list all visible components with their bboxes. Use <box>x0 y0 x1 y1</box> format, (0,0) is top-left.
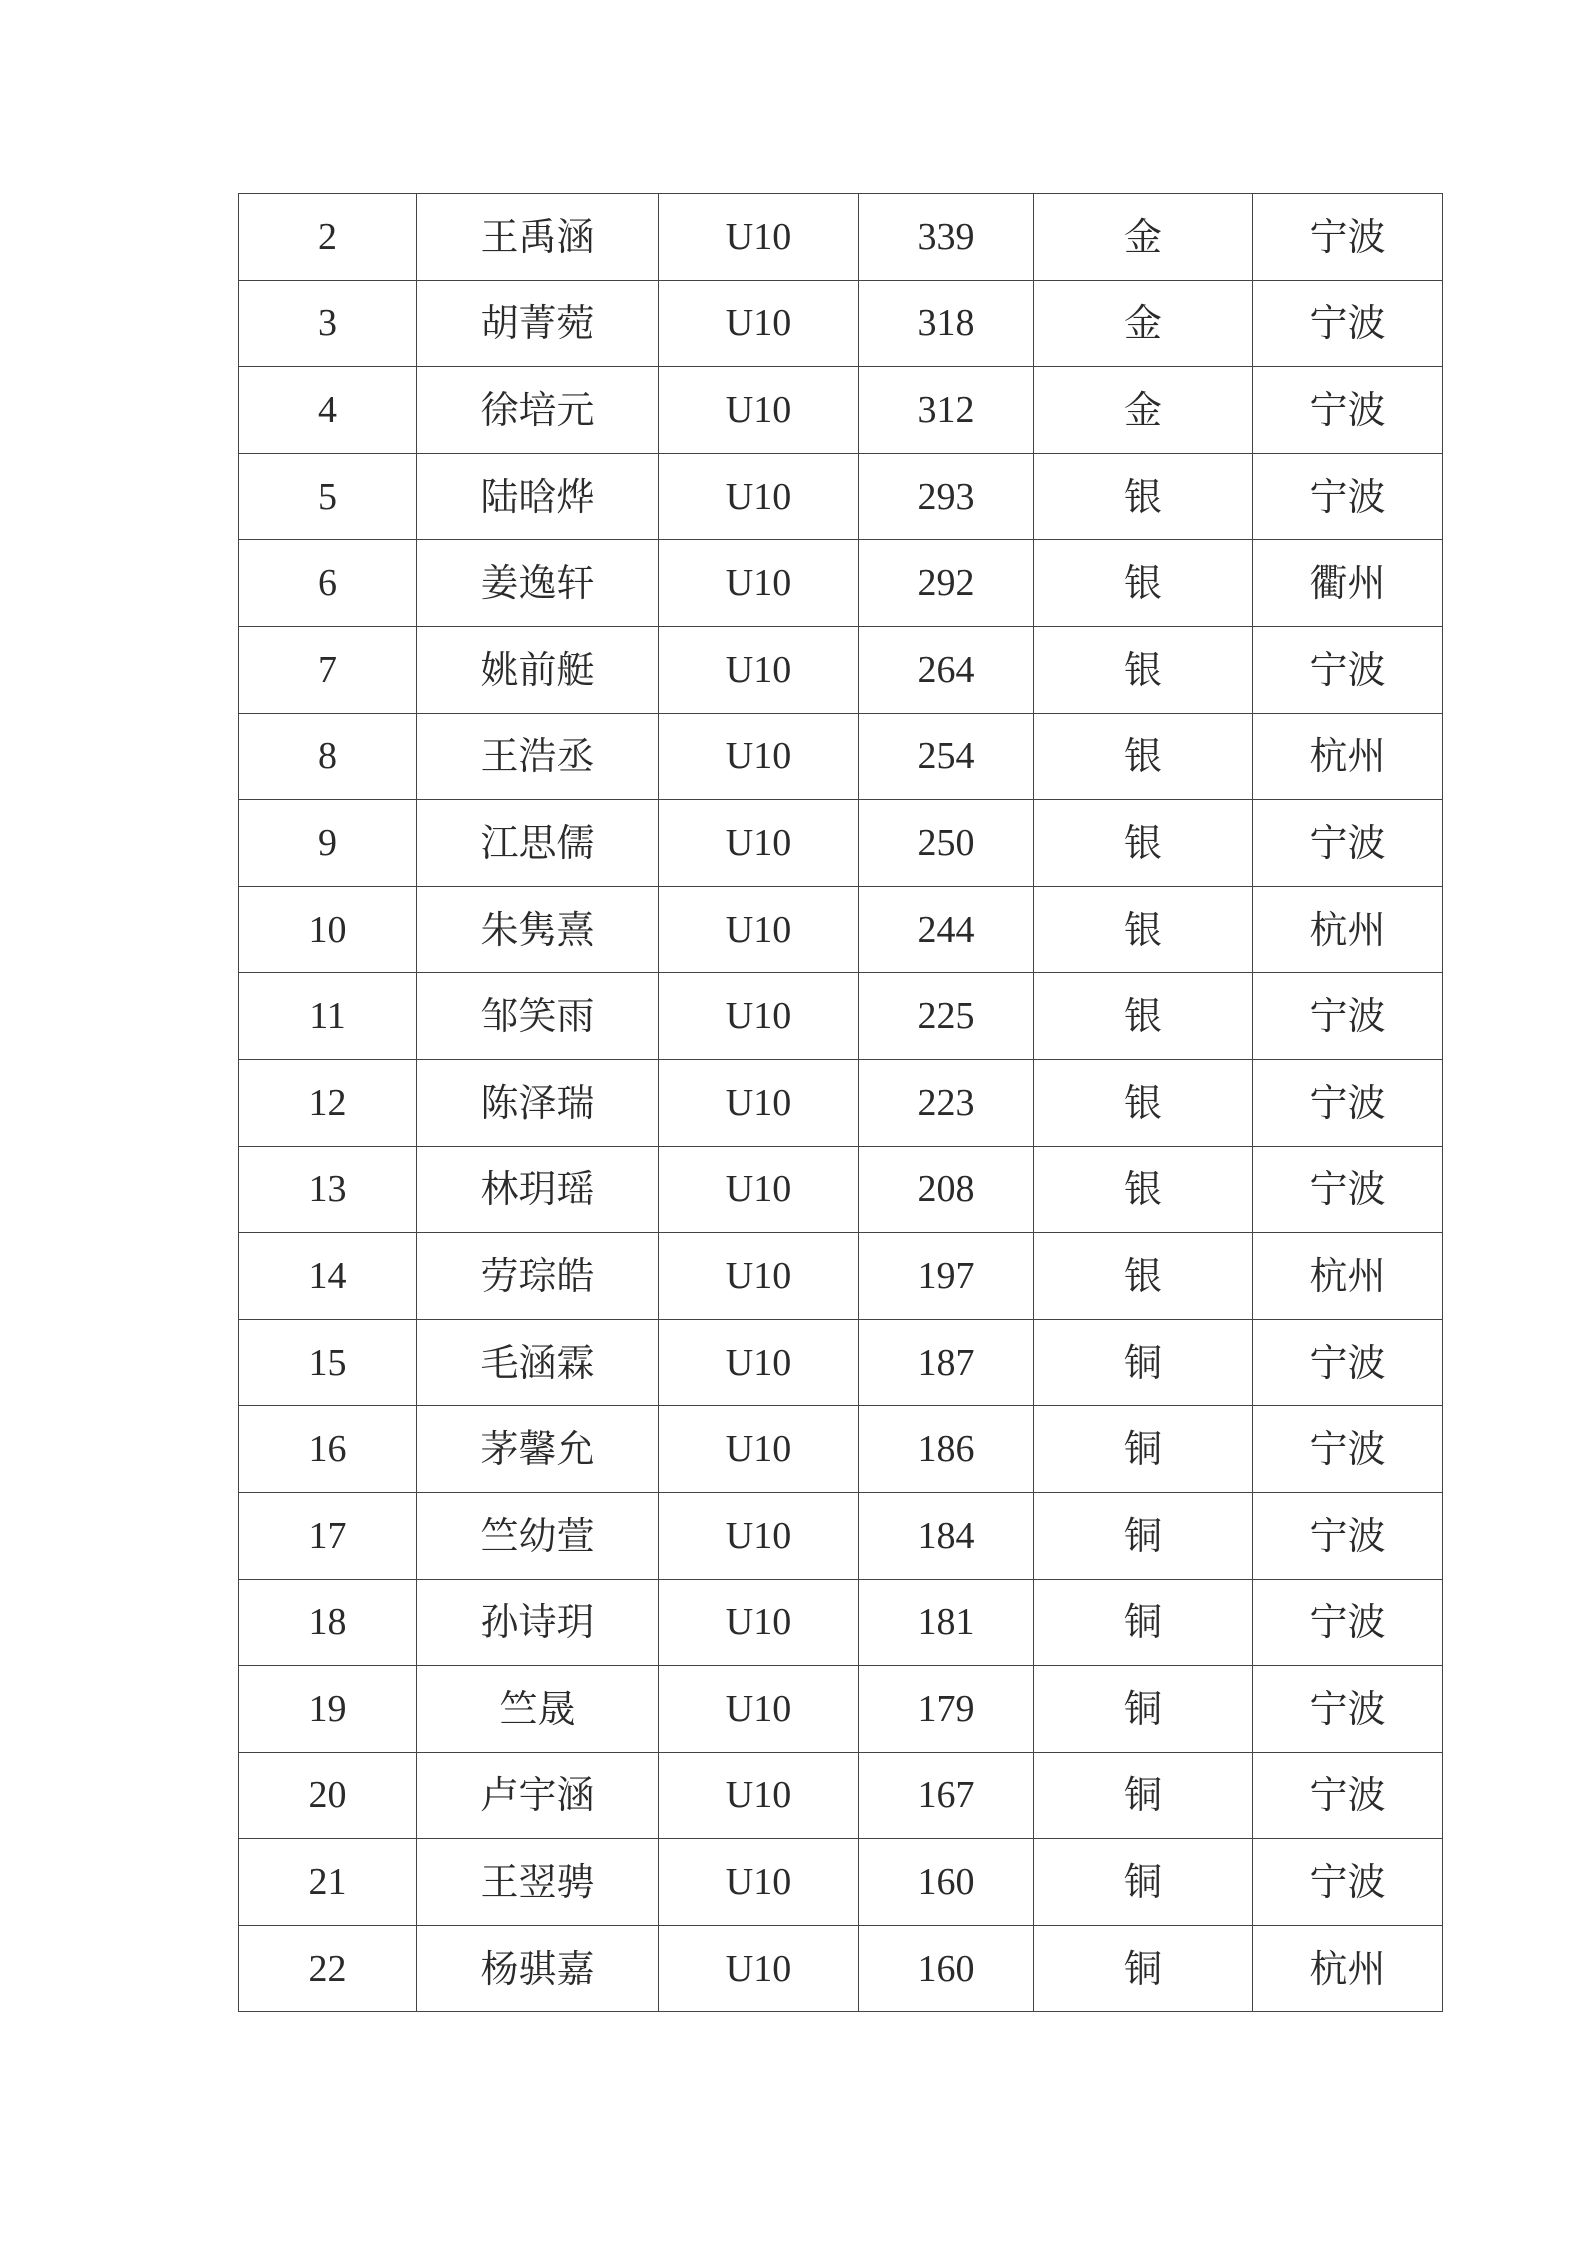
city-cell: 宁波 <box>1253 1666 1443 1753</box>
name-cell: 徐培元 <box>417 367 659 454</box>
city-cell: 杭州 <box>1253 1925 1443 2012</box>
score-cell: 339 <box>859 194 1034 281</box>
rank-cell: 6 <box>239 540 417 627</box>
city-cell: 宁波 <box>1253 1579 1443 1666</box>
medal-cell: 铜 <box>1034 1319 1253 1406</box>
table-row <box>239 1233 1443 1320</box>
group-cell: U10 <box>659 1146 859 1233</box>
name-cell: 茅馨允 <box>417 1406 659 1493</box>
group-cell: U10 <box>659 194 859 281</box>
group-cell: U10 <box>659 886 859 973</box>
medal-cell: 金 <box>1034 367 1253 454</box>
table-row <box>239 1666 1443 1753</box>
table-row <box>239 367 1443 454</box>
results-table-body <box>239 194 1443 2012</box>
table-row <box>239 1406 1443 1493</box>
group-cell: U10 <box>659 626 859 713</box>
score-cell: 197 <box>859 1233 1034 1320</box>
city-cell: 宁波 <box>1253 800 1443 887</box>
name-cell: 陈泽瑞 <box>417 1059 659 1146</box>
medal-cell: 银 <box>1034 1233 1253 1320</box>
name-cell: 竺幼萱 <box>417 1492 659 1579</box>
group-cell: U10 <box>659 367 859 454</box>
group-cell: U10 <box>659 1579 859 1666</box>
rank-cell: 16 <box>239 1406 417 1493</box>
score-cell: 187 <box>859 1319 1034 1406</box>
medal-cell: 金 <box>1034 280 1253 367</box>
rank-cell: 21 <box>239 1839 417 1926</box>
score-cell: 318 <box>859 280 1034 367</box>
name-cell: 林玥瑶 <box>417 1146 659 1233</box>
score-cell: 160 <box>859 1925 1034 2012</box>
name-cell: 江思儒 <box>417 800 659 887</box>
city-cell: 宁波 <box>1253 973 1443 1060</box>
name-cell: 王翌骋 <box>417 1839 659 1926</box>
rank-cell: 17 <box>239 1492 417 1579</box>
city-cell: 宁波 <box>1253 1752 1443 1839</box>
medal-cell: 银 <box>1034 800 1253 887</box>
group-cell: U10 <box>659 1233 859 1320</box>
table-row <box>239 1059 1443 1146</box>
rank-cell: 5 <box>239 453 417 540</box>
rank-cell: 9 <box>239 800 417 887</box>
group-cell: U10 <box>659 1319 859 1406</box>
group-cell: U10 <box>659 280 859 367</box>
name-cell: 陆晗烨 <box>417 453 659 540</box>
table-row <box>239 1319 1443 1406</box>
city-cell: 宁波 <box>1253 1406 1443 1493</box>
medal-cell: 铜 <box>1034 1925 1253 2012</box>
table-row <box>239 1925 1443 2012</box>
medal-cell: 铜 <box>1034 1666 1253 1753</box>
score-cell: 293 <box>859 453 1034 540</box>
score-cell: 160 <box>859 1839 1034 1926</box>
table-row <box>239 800 1443 887</box>
name-cell: 姜逸轩 <box>417 540 659 627</box>
medal-cell: 银 <box>1034 886 1253 973</box>
city-cell: 衢州 <box>1253 540 1443 627</box>
rank-cell: 2 <box>239 194 417 281</box>
medal-cell: 银 <box>1034 1146 1253 1233</box>
group-cell: U10 <box>659 540 859 627</box>
rank-cell: 13 <box>239 1146 417 1233</box>
medal-cell: 银 <box>1034 626 1253 713</box>
group-cell: U10 <box>659 1839 859 1926</box>
score-cell: 223 <box>859 1059 1034 1146</box>
medal-cell: 铜 <box>1034 1406 1253 1493</box>
table-row <box>239 1146 1443 1233</box>
city-cell: 宁波 <box>1253 194 1443 281</box>
rank-cell: 15 <box>239 1319 417 1406</box>
group-cell: U10 <box>659 1059 859 1146</box>
city-cell: 宁波 <box>1253 280 1443 367</box>
name-cell: 孙诗玥 <box>417 1579 659 1666</box>
rank-cell: 19 <box>239 1666 417 1753</box>
name-cell: 朱隽熹 <box>417 886 659 973</box>
rank-cell: 14 <box>239 1233 417 1320</box>
table-row <box>239 453 1443 540</box>
score-cell: 181 <box>859 1579 1034 1666</box>
group-cell: U10 <box>659 1666 859 1753</box>
city-cell: 宁波 <box>1253 1839 1443 1926</box>
score-cell: 254 <box>859 713 1034 800</box>
name-cell: 邹笑雨 <box>417 973 659 1060</box>
name-cell: 王禹涵 <box>417 194 659 281</box>
name-cell: 竺晟 <box>417 1666 659 1753</box>
medal-cell: 银 <box>1034 1059 1253 1146</box>
table-row <box>239 1579 1443 1666</box>
rank-cell: 20 <box>239 1752 417 1839</box>
rank-cell: 8 <box>239 713 417 800</box>
group-cell: U10 <box>659 1492 859 1579</box>
rank-cell: 3 <box>239 280 417 367</box>
score-cell: 179 <box>859 1666 1034 1753</box>
table-row <box>239 1839 1443 1926</box>
name-cell: 胡菁菀 <box>417 280 659 367</box>
table-row <box>239 1492 1443 1579</box>
city-cell: 宁波 <box>1253 1319 1443 1406</box>
score-cell: 186 <box>859 1406 1034 1493</box>
score-cell: 244 <box>859 886 1034 973</box>
table-row <box>239 540 1443 627</box>
city-cell: 宁波 <box>1253 367 1443 454</box>
table-row <box>239 194 1443 281</box>
table-row <box>239 973 1443 1060</box>
rank-cell: 12 <box>239 1059 417 1146</box>
score-cell: 312 <box>859 367 1034 454</box>
medal-cell: 银 <box>1034 540 1253 627</box>
rank-cell: 18 <box>239 1579 417 1666</box>
table-row <box>239 713 1443 800</box>
medal-cell: 银 <box>1034 973 1253 1060</box>
city-cell: 杭州 <box>1253 1233 1443 1320</box>
medal-cell: 铜 <box>1034 1579 1253 1666</box>
results-table <box>238 193 1443 2012</box>
group-cell: U10 <box>659 973 859 1060</box>
medal-cell: 银 <box>1034 453 1253 540</box>
score-cell: 225 <box>859 973 1034 1060</box>
city-cell: 宁波 <box>1253 1492 1443 1579</box>
score-cell: 250 <box>859 800 1034 887</box>
rank-cell: 10 <box>239 886 417 973</box>
rank-cell: 4 <box>239 367 417 454</box>
score-cell: 167 <box>859 1752 1034 1839</box>
city-cell: 杭州 <box>1253 886 1443 973</box>
table-row <box>239 1752 1443 1839</box>
table-row <box>239 280 1443 367</box>
group-cell: U10 <box>659 1925 859 2012</box>
score-cell: 184 <box>859 1492 1034 1579</box>
table-row <box>239 626 1443 713</box>
name-cell: 王浩丞 <box>417 713 659 800</box>
group-cell: U10 <box>659 1752 859 1839</box>
table-row <box>239 886 1443 973</box>
medal-cell: 铜 <box>1034 1752 1253 1839</box>
rank-cell: 22 <box>239 1925 417 2012</box>
name-cell: 劳琮皓 <box>417 1233 659 1320</box>
city-cell: 宁波 <box>1253 1059 1443 1146</box>
group-cell: U10 <box>659 800 859 887</box>
score-cell: 208 <box>859 1146 1034 1233</box>
name-cell: 毛涵霖 <box>417 1319 659 1406</box>
medal-cell: 铜 <box>1034 1492 1253 1579</box>
score-cell: 264 <box>859 626 1034 713</box>
city-cell: 宁波 <box>1253 453 1443 540</box>
name-cell: 卢宇涵 <box>417 1752 659 1839</box>
city-cell: 宁波 <box>1253 1146 1443 1233</box>
name-cell: 姚前艇 <box>417 626 659 713</box>
rank-cell: 11 <box>239 973 417 1060</box>
city-cell: 杭州 <box>1253 713 1443 800</box>
city-cell: 宁波 <box>1253 626 1443 713</box>
group-cell: U10 <box>659 1406 859 1493</box>
group-cell: U10 <box>659 713 859 800</box>
medal-cell: 金 <box>1034 194 1253 281</box>
medal-cell: 铜 <box>1034 1839 1253 1926</box>
medal-cell: 银 <box>1034 713 1253 800</box>
rank-cell: 7 <box>239 626 417 713</box>
group-cell: U10 <box>659 453 859 540</box>
name-cell: 杨骐嘉 <box>417 1925 659 2012</box>
score-cell: 292 <box>859 540 1034 627</box>
